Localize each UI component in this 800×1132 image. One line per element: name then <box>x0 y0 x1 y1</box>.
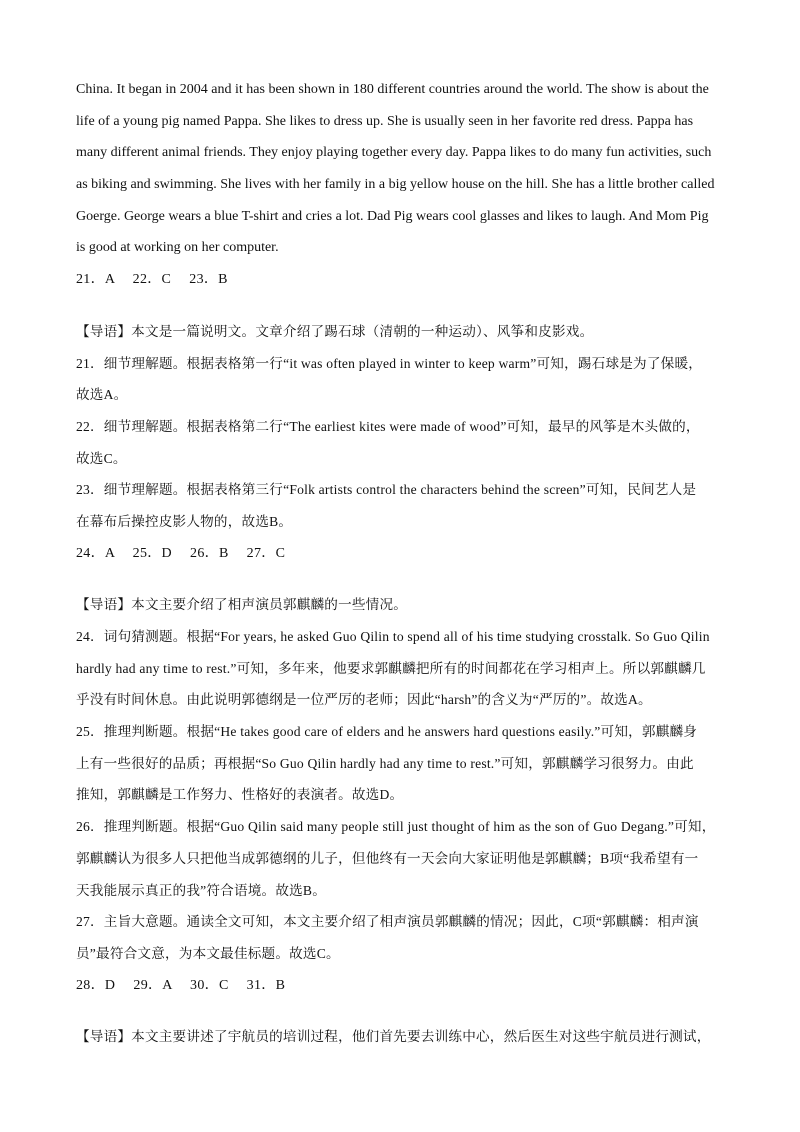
explanation-line: 故选A。 <box>76 387 128 403</box>
explanation-line: 推知，郭麒麟是工作努力、性格好的表演者。故选D。 <box>76 787 404 803</box>
explanation-line: 25．推理判断题。根据“He takes good care of elders and he answers hard questions easily.”可知，郭麒麟身 <box>76 724 698 740</box>
explanation-line: 上有一些很好的品质；再根据“So Guo Qilin hardly had any time to rest.”可知，郭麒麟学习很努力。由此 <box>76 755 694 771</box>
document-page <box>76 74 726 1053</box>
section-intro: 【导语】本文是一篇说明文。文章介绍了踢石球（清朝的一种运动）、风筝和皮影戏。 <box>76 323 594 339</box>
explanation-line: hardly had any time to rest.”可知，多年来，他要求郭麒麟把所有的时间都花在学习相声上。所以郭麒麟几 <box>76 660 706 676</box>
explanation-line: 21．细节理解题。根据表格第一行“it was often played in winter to keep warm”可知，踢石球是为了保暖， <box>76 355 703 371</box>
explanation-line: 乎没有时间休息。由此说明郭德纲是一位严厉的老师；因此“harsh”的含义为“严厉的”。故选A。 <box>76 692 652 708</box>
explanation-line: 27．主旨大意题。通读全文可知，本文主要介绍了相声演员郭麒麟的情况；因此，C项“郭麒麟：相声演 <box>76 914 699 930</box>
passage-line: China. It began in 2004 and it has been shown in 180 different countries around the world. The show is about the <box>76 82 709 97</box>
answer-key-24-27: 24．A 25．D 26．B 27．C <box>76 545 286 561</box>
explanation-line: 23．细节理解题。根据表格第三行“Folk artists control the characters behind the screen”可知，民间艺人是 <box>76 482 697 498</box>
answer-key-28-31: 28．D 29．A 30．C 31．B <box>76 977 286 993</box>
passage-line: as biking and swimming. She lives with her family in a big yellow house on the hill. She has a little brother called <box>76 177 715 193</box>
section-intro: 【导语】本文主要介绍了相声演员郭麒麟的一些情况。 <box>76 597 408 613</box>
answer-key-21-23: 21．A 22．C 23．B <box>76 272 228 288</box>
explanation-line: 故选C。 <box>76 450 127 466</box>
passage-line: life of a young pig named Pappa. She likes to dress up. She is usually seen in her favorite red dress. Pappa has <box>76 113 694 129</box>
passage-line: many different animal friends. They enjoy playing together every day. Pappa likes to do many fun activities, such <box>76 145 712 161</box>
explanation-line: 在幕布后操控皮影人物的，故选B。 <box>76 513 293 529</box>
passage-line: is good at working on her computer. <box>76 240 279 256</box>
explanation-line: 郭麒麟认为很多人只把他当成郭德纲的儿子，但他终有一天会向大家证明他是郭麒麟；B项“我希望有一 <box>76 850 699 866</box>
explanation-line: 24．词句猜测题。根据“For years, he asked Guo Qilin to spend all of his time studying crosstalk. So Guo Qilin <box>76 629 710 644</box>
explanation-line: 员”最符合文意，为本文最佳标题。故选C。 <box>76 945 340 961</box>
explanation-line: 26．推理判断题。根据“Guo Qilin said many people still just thought of him as the son of Guo Degang.”可知， <box>76 819 716 835</box>
explanation-line: 天我能展示真正的我”符合语境。故选B。 <box>76 882 326 898</box>
explanation-line: 22．细节理解题。根据表格第二行“The earliest kites were made of wood”可知，最早的风筝是木头做的， <box>76 418 700 434</box>
passage-line: Goerge. George wears a blue T-shirt and cries a lot. Dad Pig wears cool glasses and likes to laugh. And Mom Pig <box>76 208 709 224</box>
section-intro: 【导语】本文主要讲述了宇航员的培训过程，他们首先要去训练中心，然后医生对这些宇航员进行测试， <box>76 1029 711 1045</box>
